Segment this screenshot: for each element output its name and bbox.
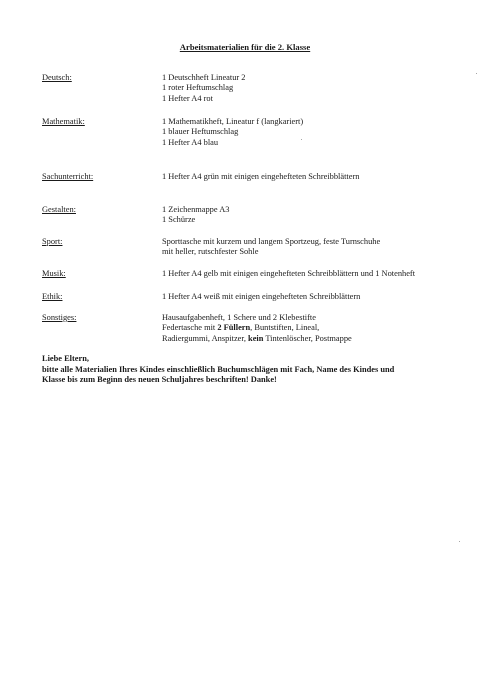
notice-line: Klasse bis zum Beginn des neuen Schuljahres beschriften! Danke! [42,375,277,385]
section-label: Mathematik: [42,117,85,126]
item-line: 1 Hefter A4 rot [162,93,213,103]
emphasis-text: 2 Füllern [217,323,251,333]
item-line: 1 Hefter A4 gelb mit einigen eingehefteten Schreibblättern und 1 Notenheft [162,269,416,278]
section-items [162,117,462,148]
item-line-rich [162,323,462,333]
section-items [162,292,462,302]
item-line: 1 Mathematikheft, Lineatur f (langkariert) [162,117,304,126]
section-items [162,313,462,344]
item-line: 1 blauer Heftumschlag [162,127,239,137]
parent-notice [42,354,462,386]
item-line: mit heller, rutschfester Sohle [162,247,259,257]
text-segment: , Buntstiften, Lineal, [250,323,320,333]
item-line: 1 Zeichenmappe A3 [162,205,230,214]
section-label: Gestalten: [42,205,76,214]
notice-line: bitte alle Materialien Ihres Kindes einschließlich Buchumschlägen mit Fach, Name des Kindes und [42,364,395,374]
text-segment: Federtasche mit [162,323,218,333]
section-label: Sachunterricht: [42,172,94,181]
section-items [162,237,462,258]
text-segment: Tintenlöscher, Postmappe [263,333,352,343]
section-items [162,269,462,279]
section-items [162,73,462,104]
section-label: Sport: [42,237,63,246]
item-line: 1 Hefter A4 weiß mit einigen eingehefteten Schreibblättern [162,292,361,301]
item-line: 1 Deutschheft Lineatur 2 [162,73,246,82]
section-label: Sonstiges: [42,313,77,322]
section-items [162,205,462,226]
item-line: Sporttasche mit kurzem und langem Sportzeug, feste Turnschuhe [162,237,381,246]
section-items [162,172,462,182]
item-line: 1 Hefter A4 grün mit einigen eingehefteten Schreibblättern [162,172,360,181]
item-line: 1 roter Heftumschlag [162,83,234,93]
scan-speck [459,541,460,542]
item-line: 1 Schürze [162,215,196,225]
section-label: Deutsch: [42,73,72,82]
item-line: Hausaufgabenheft, 1 Schere und 2 Klebestifte [162,313,316,322]
emphasis-text: kein [248,333,264,343]
scan-speck [476,73,477,74]
section-label: Ethik: [42,292,63,301]
notice-greeting: Liebe Eltern, [42,354,89,363]
item-line-rich [162,334,462,344]
text-segment: Radiergummi, Anspitzer, [162,333,249,343]
item-line: 1 Hefter A4 blau [162,137,219,147]
page-title: Arbeitsmaterialien für die 2. Klasse [179,42,311,52]
section-label: Musik: [42,269,66,278]
